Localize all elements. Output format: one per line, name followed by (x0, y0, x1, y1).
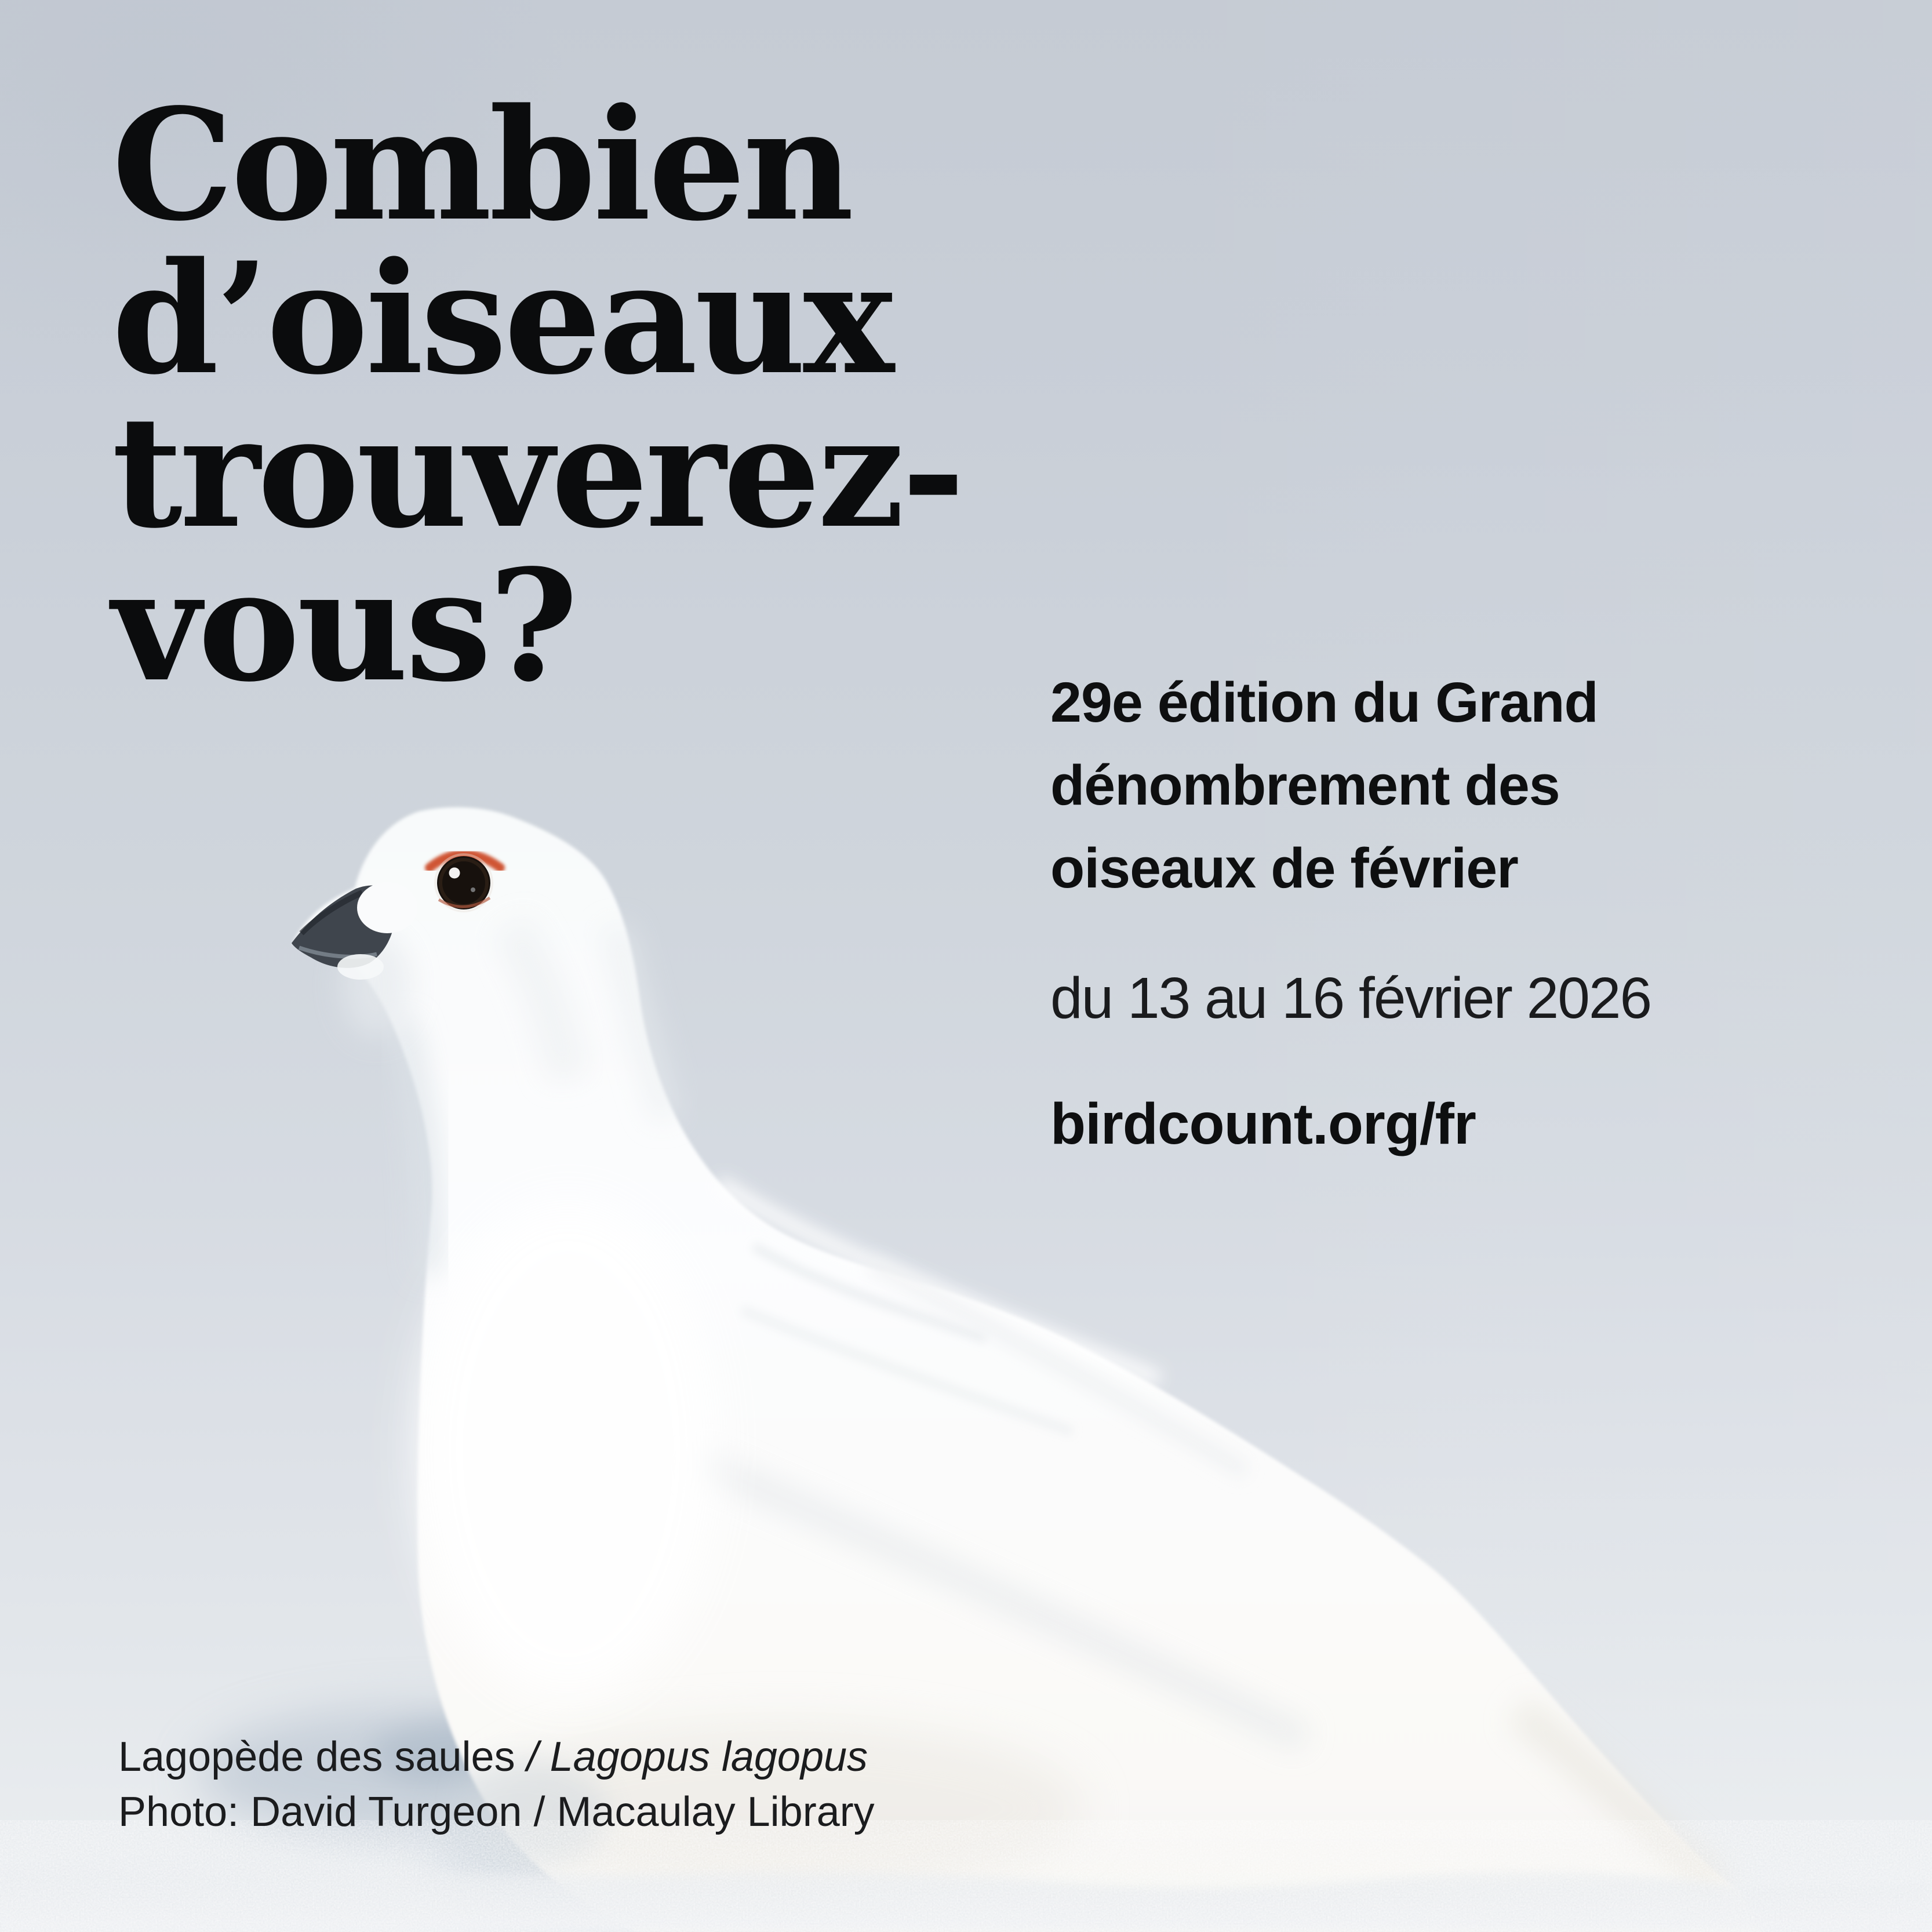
event-title-line: dénombrement des (1050, 754, 1560, 817)
headline-line: vous? (112, 536, 576, 716)
event-url: birdcount.org/fr (1050, 1091, 1476, 1156)
event-title (1050, 661, 1891, 909)
headline (112, 75, 962, 716)
species-latin-name: Lagopus lagopus (550, 1734, 868, 1780)
event-info (1050, 661, 1891, 909)
event-title-line: 29e édition du Grand (1050, 671, 1598, 734)
species-line (118, 1730, 875, 1785)
photo-caption (118, 1730, 875, 1840)
event-dates: du 13 au 16 février 2026 (1050, 966, 1651, 1031)
event-title-line: oiseaux de février (1050, 836, 1518, 900)
headline-line: d’oiseaux (112, 229, 892, 409)
bird-eye-highlight (449, 868, 460, 879)
bird-eye (435, 854, 492, 911)
species-separator: / (515, 1734, 550, 1780)
headline-line: trouverez- (112, 383, 962, 562)
photo-credit: Photo: David Turgeon / Macaulay Library (118, 1789, 875, 1835)
species-common-name: Lagopède des saules (118, 1734, 515, 1780)
headline-line: Combien (112, 75, 852, 255)
